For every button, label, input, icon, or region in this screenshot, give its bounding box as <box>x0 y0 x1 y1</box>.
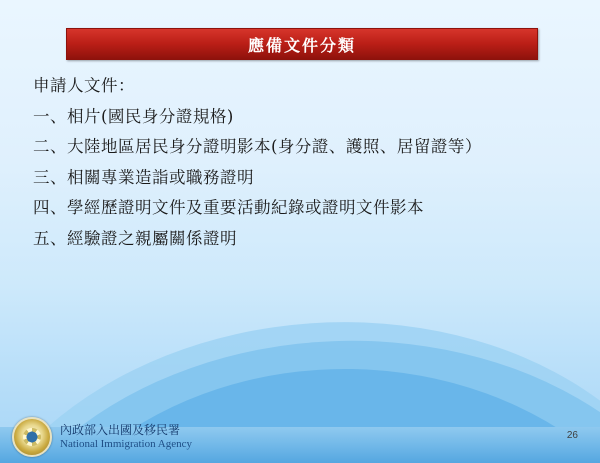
national-emblem-icon <box>12 417 52 457</box>
agency-name <box>60 424 192 450</box>
page-number: 26 <box>566 430 578 441</box>
slide-title-bar <box>66 28 538 60</box>
body-line: 二、大陸地區居民身分證明影本(身分證、護照、居留證等） <box>33 137 482 156</box>
agency-name-zh: 內政部入出國及移民署 <box>60 422 181 437</box>
footer-branding <box>12 417 192 457</box>
slide-body <box>33 78 573 261</box>
page-title: 應備文件分類 <box>247 35 356 55</box>
body-line: 五、經驗證之親屬關係證明 <box>33 228 237 248</box>
body-line: 一、相片(國民身分證規格) <box>33 106 234 126</box>
agency-name-en: National Immigration Agency <box>60 437 192 450</box>
body-line: 申請人文件： <box>33 76 135 95</box>
body-line: 三、相關專業造詣或職務證明 <box>33 167 254 187</box>
body-line: 四、學經歷證明文件及重要活動紀錄或證明文件影本 <box>33 198 424 217</box>
